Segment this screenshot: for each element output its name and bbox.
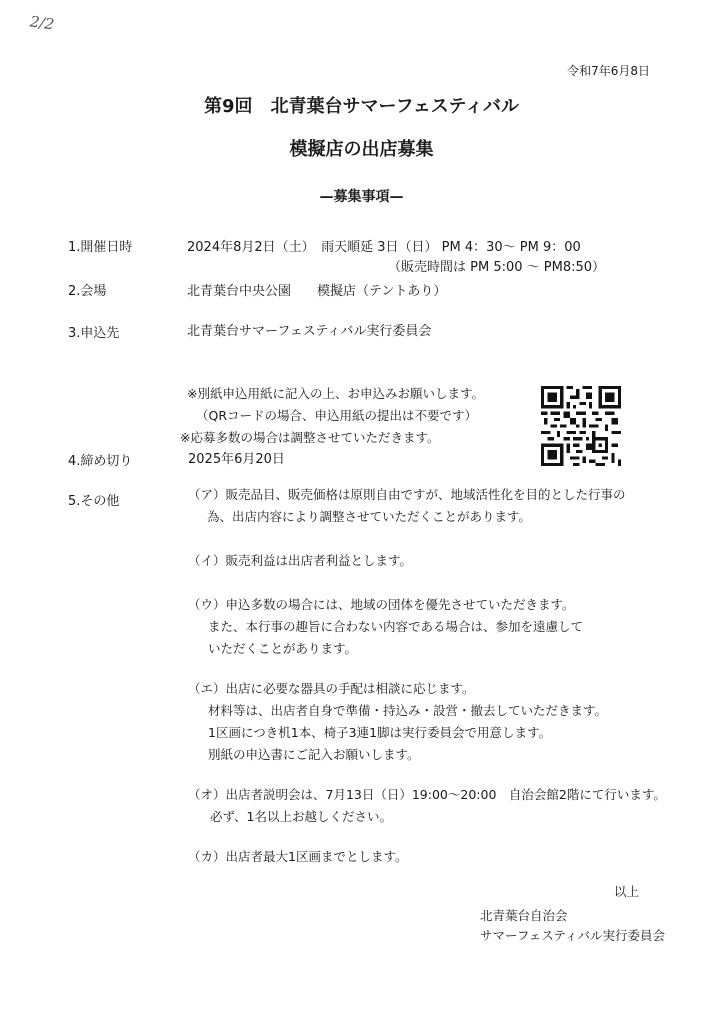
other-line: （オ）出店者説明会は、7月13日（日）19:00～20:00 自治会館2階にて行います。 (188, 787, 666, 802)
deadline-label: 4.締め切り (68, 454, 133, 469)
apply-value: 北青葉台サマーフェスティバル実行委員会 (187, 324, 432, 339)
datetime-value: 2024年8月2日（土） 雨天順延 3日（日） PM 4：30～ PM 9：00 (187, 240, 581, 255)
handwritten-page-mark: 2/2 (28, 12, 56, 34)
other-item-o (188, 784, 666, 828)
other-item-e (188, 678, 607, 766)
datetime-label: 1.開催日時 (68, 240, 133, 255)
other-line: （ウ）申込多数の場合には、地域の団体を優先させていただきます。 (188, 597, 575, 612)
venue-value: 北青葉台中央公園 模擬店（テントあり） (187, 284, 447, 299)
other-label: 5.その他 (68, 494, 120, 509)
other-item-a (188, 484, 626, 528)
other-line: また、本行事の趣旨に合わない内容である場合は、参加を遠慮して (208, 619, 584, 634)
apply-label: 3.申込先 (68, 326, 120, 341)
other-line: （ア）販売品目、販売価格は原則自由ですが、地域活性化を目的とした行事の (188, 487, 626, 502)
other-line: 材料等は、出店者自身で準備・持込み・設営・撤去していただきます。 (208, 703, 608, 718)
other-line: 為、出店内容により調整させていただくことがあります。 (207, 509, 532, 524)
other-line: 1区画につき机1本、椅子3連1脚は実行委員会で用意します。 (208, 725, 552, 740)
other-line: （エ）出店に必要な器具の手配は相談に応じます。 (188, 681, 475, 696)
qr-code-icon[interactable] (541, 384, 621, 468)
other-item-u (188, 594, 583, 660)
closing-text: 以上 (614, 884, 640, 899)
other-line: （イ）販売利益は出店者利益とします。 (188, 553, 413, 568)
page-title: 第9回 北青葉台サマーフェスティバル (204, 96, 519, 117)
deadline-value: 2025年6月20日 (188, 452, 285, 467)
other-line: いただくことがあります。 (208, 641, 358, 656)
note-line: ※別紙申込用紙に記入の上、お申込みお願いします。 (187, 386, 484, 401)
other-line: （カ）出店者最大1区画までとします。 (188, 849, 408, 864)
page-subtitle: 模擬店の出店募集 (289, 139, 434, 160)
other-line: 必ず、1名以上お越しください。 (210, 809, 392, 824)
other-item-i (188, 550, 412, 572)
signature-committee: サマーフェスティバル実行委員会 (480, 928, 666, 943)
other-line: 別紙の申込書にご記入お願いします。 (208, 747, 420, 762)
signature-org: 北青葉台自治会 (480, 908, 568, 923)
document-date: 令和7年6月8日 (567, 64, 650, 78)
section-heading: —募集事項— (319, 189, 404, 205)
note-line: ※応募多数の場合は調整させていただきます。 (180, 430, 440, 445)
note-line: （QRコードの場合、申込用紙の提出は不要です） (196, 408, 478, 423)
other-item-ka (188, 846, 407, 868)
datetime-note: （販売時間は PM 5:00 ～ PM8:50） (388, 260, 606, 275)
venue-label: 2.会場 (68, 284, 107, 299)
